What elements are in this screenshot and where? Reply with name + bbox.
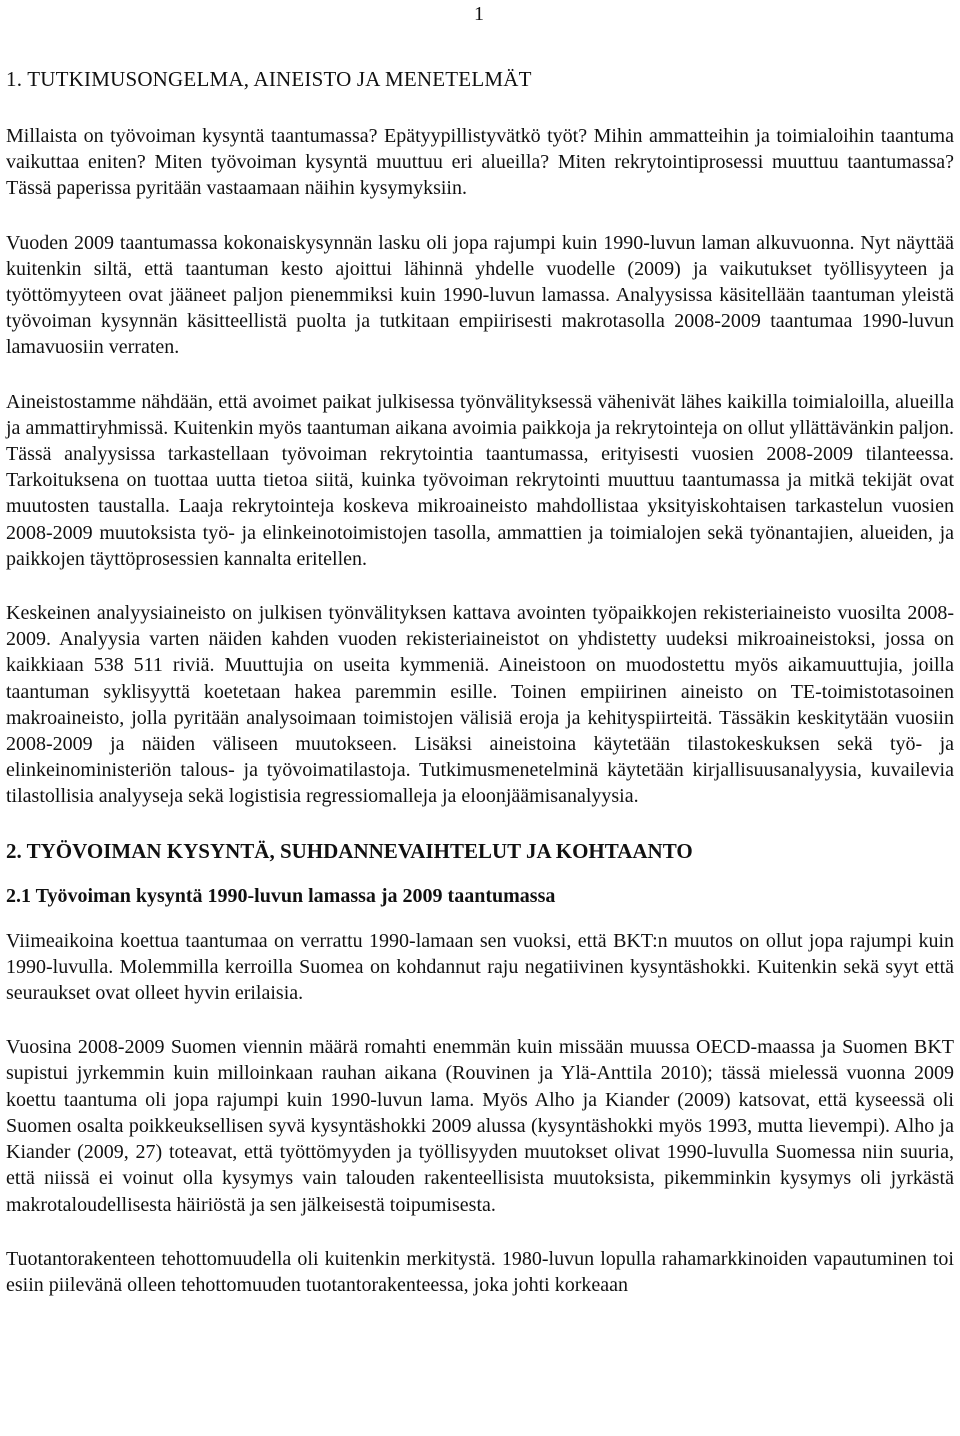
section-heading-1: 1. TUTKIMUSONGELMA, AINEISTO JA MENETELMÄT bbox=[6, 67, 532, 91]
paragraph: Keskeinen analyysiaineisto on julkisen työnvälityksen kattava avointen työpaikkojen rekisteriaineisto vuosilta 2008-2009. Analyysia varten näiden kahden vuoden rekisteriaineistot on yhdistetty uudeksi mikroaineistoksi, jossa on kaikkiaan 538 511 riviä. Muuttujia on useita kymmeniä. Aineistoon on muodostettu myös aikamuuttujia, joilla taantuman syklisyyttä koetetaan hakea paremmin esille. Toinen empiirinen aineisto on TE-toimistotasoinen makroaineisto, jolla pyritään analysoimaan toimistojen välisiä eroja ja kehityspiirteitä. Tässäkin keskitytään vuosiin 2008-2009 ja näiden väliseen muutokseen. Lisäksi aineistoina käytetään tilastokeskuksen sekä työ- ja elinkeinoministeriön talous- ja työvoimatilastoja. Tutkimusmenetelminä käytetään kirjallisuusanalyysia, kuvailevia tilastollisia analyyseja sekä logistisia regressiomalleja ja eloonjäämisanalyysia. bbox=[6, 602, 954, 808]
paragraph: Viimeaikoina koettua taantumaa on verrattu 1990-lamaan sen vuoksi, että BKT:n muutos on ollut jopa rajumpi kuin 1990-luvulla. Molemmilla kerroilla Suomea on kohdannut raju negatiivinen kysyntäshokki. Kuitenkin sekä syyt että seuraukset ovat olleet hyvin erilaisia. bbox=[6, 929, 954, 1005]
section-heading-2: 2. TYÖVOIMAN KYSYNTÄ, SUHDANNEVAIHTELUT JA KOHTAANTO bbox=[6, 838, 693, 863]
paragraph: Tuotantorakenteen tehottomuudella oli kuitenkin merkitystä. 1980-luvun lopulla rahamarkkinoiden vapautuminen toi esiin piilevänä olleen tehottomuuden tuotantorakenteessa, joka johti korkeaan bbox=[6, 1247, 954, 1296]
paragraph: Vuosina 2008-2009 Suomen viennin määrä romahti enemmän kuin missään muussa OECD-maassa ja Suomen BKT supistui jyrkemmin kuin milloinkaan rauhan aikana (Rouvinen ja Ylä-Anttila 2010); tässä mielessä vuonna 2009 koettu taantuma oli jopa rajumpi kuin 1990-luvun lama. Myös Alho ja Kiander (2009) katsovat, että kyseessä oli Suomen osalta poikkeuksellisen syvä kysyntäshokki 2009 alussa (kysyntäshokki myös 1993, mutta lievempi). Alho ja Kiander (2009, 27) toteavat, että työttömyyden ja työllisyyden muutokset olivat 1990-luvulla Suomessa niin suuria, että niissä ei voinut olla kysymys vain talouden rakenteellisista muutoksista, pikemminkin kysymys oli jyrkästä makrotaloudellisesta häiriöstä ja sen jälkeisestä toipumisesta. bbox=[6, 1036, 954, 1216]
paragraph: Aineistostamme nähdään, että avoimet paikat julkisessa työnvälityksessä vähenivät lähes kaikilla toimialoilla, alueilla ja ammattiryhmissä. Kuitenkin myös taantuman aikana avoimia paikkoja ja rekrytointeja on ollut yllättävänkin paljon. Tässä analyysissa tarkastellaan työvoiman rekrytointia taantumassa, erityisesti vuosien 2008-2009 tilanteessa. Tarkoituksena on tuottaa uutta tietoa siitä, kuinka työvoiman rekrytointi muuttuu taantumassa ja mitkä tekijät ovat muutosten taustalla. Laaja rekrytointeja koskeva mikroaineisto mahdollistaa yksityiskohtaisen tarkastelun vuosien 2008-2009 muutoksista työ- ja elinkeinotoimistojen tasolla, ammattien ja toimialojen sekä työnantajien, alueiden, ja paikkojen täyttöprosessien kannalta eritellen. bbox=[6, 390, 954, 570]
subsection-heading-2-1: 2.1 Työvoiman kysyntä 1990-luvun lamassa ja 2009 taantumassa bbox=[6, 884, 556, 907]
page-content bbox=[6, 66, 954, 1298]
paragraph: Millaista on työvoiman kysyntä taantumassa? Epätyypillistyvätkö työt? Mihin ammatteihin ja toimialoihin taantuma vaikuttaa eniten? Miten työvoiman kysyntä muuttuu eri alueilla? Miten rekrytointiprosessi muuttuu taantumassa? Tässä paperissa pyritään vastaamaan näihin kysymyksiin. bbox=[6, 125, 954, 200]
page-number: 1 bbox=[474, 3, 484, 25]
paragraph: Vuoden 2009 taantumassa kokonaiskysynnän lasku oli jopa rajumpi kuin 1990-luvun laman alkuvuonna. Nyt näyttää kuitenkin siltä, että taantuman kesto ajoittui lähinnä yhdelle vuodelle (2009) ja vaikutukset työllisyyteen ja työttömyyteen ovat jääneet paljon pienemmiksi kuin 1990-luvun lamassa. Analyysissa käsitellään taantuman yleistä työvoiman kysynnän käsitteellistä puolta ja tutkitaan empiirisesti makrotasolla 2008-2009 taantumaa 1990-luvun lamavuosiin verraten. bbox=[6, 231, 954, 359]
